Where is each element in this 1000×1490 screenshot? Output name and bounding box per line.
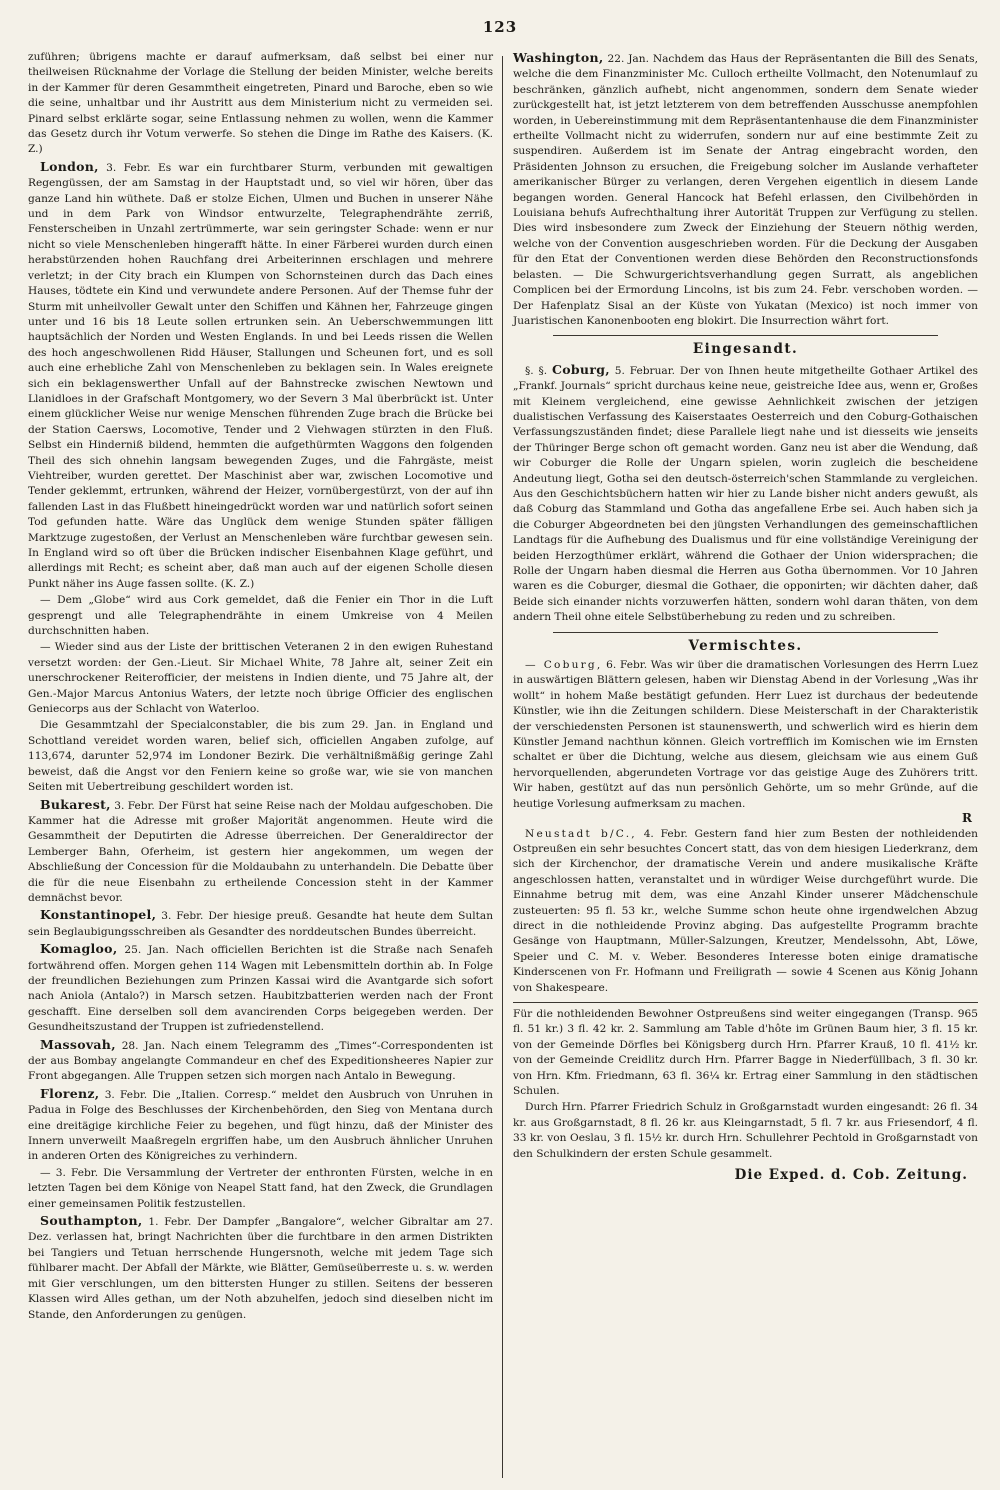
article-bukarest (28, 797, 493, 907)
article-washington (513, 50, 978, 329)
dateline-komagloo: Komagloo, (40, 941, 118, 957)
dateline-coburg-2: — Coburg, (524, 659, 603, 672)
article-southampton (28, 1213, 493, 1323)
page-number: 123 (482, 18, 518, 36)
article-neustadt-text: 4. Febr. Gestern fand hier zum Besten der nothleidenden Ostpreußen ein sehr besuchtes Concert statt, das von dem hiesigen Liederkranz, dem sich der Kirchenchor, der dramatische Verein und andere musikalische Kräfte angeschlossen hatten, veranstaltet und in würdiger Weise durchgeführt wurde. Die Einnahme betrug mit dem, was eine Anzahl Kinder unserer Mädchenschule zusteuerten: 95 fl. 53 kr., welche Summe schon heute ohne irgendwelchen Abzug direct in die nothleidende Provinz abging. Das aufgestellte Programm brachte Gesänge von Hauptmann, Müller-Salzungen, Kreutzer, Mendelssohn, Abt, Löwe, Speier und C. M. v. Weber. Besonderes Interesse boten einige dramatische Kinderscenen von Fr. Hofmann und Freiligrath — sowie 4 Scenen aus König Johann von Shakespeare. (512, 827, 978, 994)
dateline-coburg: Coburg, (552, 361, 610, 377)
heading-eingesandt: Eingesandt. (692, 341, 799, 358)
article-coburg-vorlesungen (513, 658, 978, 812)
expedition-signature: Die Exped. d. Cob. Zeitung. (734, 1167, 968, 1184)
article-massovah-text: 28. Jan. Nach einem Telegramm des „Times“-Correspondenten ist der aus Bombay angelangte Commandeur en chef des Expeditionsheeres Napier zur Front abgegangen. Alle Truppen setzen sich morgen nach Antalo in Bewegung. (28, 1039, 494, 1083)
dateline-washington: Washington, (512, 50, 604, 65)
article-vorlesungen-text: 6. Febr. Was wir über die dramatischen Vorlesungen des Herrn Luez in auswärtigen Blättern gelesen, haben wir Dienstag Abend in der Vorlesung „Was ihr wollt“ in hohem Maße bestätigt gefunden. Herr Luez ist durchaus der bedeutende Künstler, wie ihn die Zeitungen schildern. Diese Meisterschaft in der Charakteristik der verschiedensten Personen ist staunenswerth, und schwerlich wird es hierin dem Künstler Jemand nachthun können. Gleich vortrefflich im Komischen wie im Ernsten schaltet er über die Dichtung, welche aus diesem, gleichsam wie aus einem Guß hervorquellenden, abgerundeten Vortrage vor das geistige Auge des Zuhörers tritt. Wir haben, gestützt auf das nun persönlich Gehörte, um so mehr Gründe, auf die heutige Vorlesung aufmerksam zu machen. (512, 659, 978, 810)
columns (28, 50, 978, 1478)
dateline-konstantinopel: Konstantinopel, (40, 907, 157, 923)
article-massovah (28, 1037, 493, 1085)
dateline-london: London, (40, 158, 99, 174)
article-coburg-eingesandt (513, 362, 978, 626)
article-paris-continuation: zuführen; übrigens machte er darauf aufmerksam, daß selbst bei einer nur theilweisen Rücknahme der Vorlage die Stellung der beiden Minister, welche bereits in der Kammer für deren Gesammtheit eingetreten, Pinard und Baroche, eben so wie die seine, unhaltbar und ihr Austritt aus dem Ministerium nicht zu vermeiden sei. Pinard selbst erklärte sogar, seine Entlassung nehmen zu wollen, wenn die Kammer das Gesetz durch ihr Votum verwerfe. So stehen die Dinge im Rathe des Kaisers. (K. Z.) (28, 51, 494, 156)
article-globe: — Dem „Globe“ wird aus Cork gemeldet, daß die Fenier ein Thor in die Luft gesprengt und alle Telegraphendrähte in einem Umkreise von 4 Meilen durchschnitten haben. (28, 594, 494, 638)
dateline-florenz: Florenz, (40, 1085, 100, 1101)
section-rule (553, 335, 938, 336)
section-rule-2 (553, 632, 938, 633)
right-column (503, 50, 978, 1478)
article-london-text: 3. Febr. Es war ein furchtbarer Sturm, verbunden mit gewaltigen Regengüssen, der am Samstag in der Hauptstadt und, so viel wir hören, über das ganze Land hin wüthete. Daß er stolze Eichen, Ulmen und Buchen in unserer Nähe und in dem Park von Windsor entwurzelte, Telegraphendrähte zerriß, Fensterscheiben in Unzahl zertrümmerte, war sein geringster Schade: wenn er nur nicht so viele Menschenleben hingerafft hätte. In einer Färberei wurden durch einen herabstürzenden hohen Rauchfang drei Arbeiterinnen erschlagen und mehrere verletzt; in der City brach ein Klumpen von Schornsteinen durch das Dach eines Hauses, tödtete ein Kind und verwundete andere Personen. Auf der Themse fuhr der Sturm mit unheilvoller Gewalt unter den Schiffen und Kähnen her, Fahrzeuge gingen unter und 16 bis 18 Leute sollen ertrunken sein. An Ueberschwemmungen litt hauptsächlich der Norden und Westen Englands. In und bei Leeds rissen die Wellen des hoch angeschwollenen Ridd Häuser, Stallungen und Scheunen fort, und es soll auch eine erhebliche Zahl von Menschenleben zu beklagen sein. In Wales ereignete sich ein beklagenswerther Unfall auf der Bahnstrecke zwischen Newtown und Llanidloes in der Grafschaft Montgomery, wo der Severn 3 Mal überbrückt ist. Unter einem glücklicher Weise nur wenige Menschen führenden Zuge brach die Brücke bei der Station Caersws, Locomotive, Tender und 2 Viehwagen stürzten in den Fluß. Selbst ein Hinderniß bildend, hemmten die aufgethürmten Waggons den folgenden Theil des sich ohnehin langsam bewegenden Zuges, und die Fahrgäste, meist Viehtreiber, wurden gerettet. Der Maschinist aber war, zwischen Locomotive und Tender geklemmt, ertrunken, während der Heizer, vornübergestürzt, von der auf ihn fallenden Last in das Flußbett hineingedrückt worden war und natürlich sofort seinen Tod gefunden hatte. Wäre das Unglück dem wenige Stunden später fälligen Marktzuge zugestoßen, der Verlust an Menschenleben wäre furchtbar gewesen sein. In England wird so oft über die Brücken indischer Eisenbahnen Klage geführt, und allerdings mit Recht; es scheint aber, daß man auch auf der eigenen Scholle diesen Punkt näher ins Auge fassen sollte. (K. Z.) (28, 161, 494, 590)
article-southampton-text: 1. Febr. Der Dampfer „Bangalore“, welcher Gibraltar am 27. Dez. verlassen hat, bringt Nachrichten über die furchtbare in den armen Distrikten bei Tangiers und Tetuan herrschende Hungersnoth, welche mit jedem Tage sich fühlbarer macht. Der Abfall der Märkte, wie Blätter, Gemüseüberreste u. s. w. werden mit Gier verschlungen, um den bittersten Hunger zu stillen. Seitens der besseren Klassen wird Alles gethan, um der Noth abzuhelfen, jedoch sind dieselben nicht im Stande, den Anforderungen zu genügen. (28, 1216, 494, 1321)
article-washington-text: 22. Jan. Nachdem das Haus der Repräsentanten die Bill des Senats, welche die dem Finanzminister Mc. Culloch ertheilte Vollmacht, den Notenumlauf zu beschränken, gänzlich aufhebt, nicht angenommen, sondern dem Senate wieder zurückgestellt hat, ist jetzt letzterem von dem betreffenden Ausschusse anempfohlen worden, in Uebereinstimmung mit dem Repräsentantenhause die dem Finanzminister ertheilte Vollmacht nicht zu widerrufen, sondern nur auf eine bestimmte Zeit zu suspendiren. Außerdem ist im Senate der Antrag eingebracht worden, den Präsidenten Johnson zu ersuchen, die Freigebung solcher im Auslande verhafteter amerikanischer Bürger zu verlangen, deren Vergehen eigentlich in diesem Lande begangen worden. General Hancock hat Befehl erlassen, den Civilbehörden in Louisiana behufs Aufrechthaltung ihrer Autorität Truppen zur Verfügung zu stellen. Dies wird insbesondere zum Zweck der Einziehung der Steuern nöthig werden, welche von der Convention ausgeschrieben worden. Für die Deckung der Ausgaben für den Etat der Conventionen werden diese Behörden den Reconstructionsfonds belasten. — Die Schwurgerichtsverhandlung gegen Surratt, als angeblichen Complicen bei der Ermordung Lincolns, ist bis zum 24. Febr. verschoben worden. — Der Hafenplatz Sisal an der Küste von Yukatan (Mexico) ist noch immer von Juaristischen Kanonenbooten eng blokirt. Die Insurrection währt fort. (512, 53, 978, 327)
article-bukarest-text: 3. Febr. Der Fürst hat seine Reise nach der Moldau aufgeschoben. Die Kammer hat die Adresse mit großer Majorität angenommen. Heute wird die Gesammtheit der Deputirten die Adresse überreichen. Der Generaldirector der Lemberger Bahn, Oferheim, ist gestern hier angekommen, um wegen der Abschließung der Concession für die Moldaubahn zu unterhandeln. Die Debatte über die für die neue Eisenbahn zu ertheilende Concession steht in der Kammer demnächst bevor. (28, 799, 494, 904)
section-rule-3 (513, 1002, 978, 1003)
article-florenz-text: 3. Febr. Die „Italien. Corresp.“ meldet den Ausbruch von Unruhen in Padua in Folge des Beschlusses der Kirchenbehörden, den Sieg von Mentana durch eine dreitägige kirchliche Feier zu begehen, und fügt hinzu, daß der Minister des Innern unverweilt Maaßregeln ergriffen habe, um den Ausbruch ähnlicher Unruhen in anderen Orten des Königreiches zu verhindern. (28, 1088, 494, 1163)
article-constables: Die Gesammtzahl der Specialconstabler, die bis zum 29. Jan. in England und Schottland vereidet worden waren, belief sich, officiellen Angaben zufolge, auf 113,674, darunter 52,974 im Londoner Bezirk. Die verhältnißmäßig geringe Zahl beweist, daß die Angst vor den Feniern keine so große war, wie sie von manchen Seiten mit Uebertreibung geschildert worden ist. (28, 719, 494, 794)
article-neustadt (513, 827, 978, 996)
left-column (28, 50, 502, 1478)
coburg-prefix: §. §. (524, 364, 548, 377)
dateline-massovah: Massovah, (40, 1036, 116, 1052)
article-florenz (28, 1086, 493, 1165)
article-konstantinopel (28, 907, 493, 940)
article-komagloo (28, 941, 493, 1035)
dateline-neustadt: Neustadt b/C., (524, 827, 637, 840)
heading-vermischtes: Vermischtes. (688, 637, 803, 654)
article-signature-r: R (962, 811, 972, 826)
donations-schulz: Durch Hrn. Pfarrer Friedrich Schulz in Großgarnstadt wurden eingesandt: 26 fl. 34 kr. aus Großgarnstadt, 8 fl. 26 kr. aus Kleingarnstadt, 5 fl. 7 kr. aus Friesendorf, 4 fl. 33 kr. von Oeslau, 3 fl. 15½ kr. durch Hrn. Schullehrer Pechtold in Großgarnstadt von den Schulkindern der ersten Schule gesammelt. (512, 1101, 978, 1160)
article-coburg-text: 5. Februar. Der von Ihnen heute mitgetheilte Gothaer Artikel des „Frankf. Journals“ spricht durchaus keine neue, geistreiche Idee aus, wenn er, Großes mit Kleinem vergleichend, eine gewisse Aehnlichkeit zwischen der jetzigen dualistischen Verfassung des Kaiserstaates Oesterreich und den Coburg-Gothaischen Verfassungszuständen findet; diese Parallele liegt nahe und ist diesseits wie jenseits der Thüringer Berge schon oft gemacht worden. Ganz neu ist aber die Wendung, daß wir Coburger die Rolle der Ungarn spielen, worin zugleich die bescheidene Andeutung liegt, Gotha sei den deutsch-österreich'schen Stammlande zu vergleichen. Aus den Geschichtsbüchern hatten wir hier zu Lande bisher nicht anders gewußt, als daß Coburg das Stammland und Gotha das angefallene Erbe sei. Auch haben sich ja die Coburger Abgeordneten bei den jüngsten Verhandlungen des gemeinschaftlichen Landtags für die Aufhebung des Dualismus und für eine vollständige Vereinigung der beiden Herzogthümer erklärt, während die Gothaer der Union widersprachen; die Rolle der Ungarn haben diesmal die Herren aus Gotha übernommen. Vor 10 Jahren waren es die Coburger, diesmal die Gothaer, die opponirten; wir dächten daher, daß Beide sich einander nichts vorzuwerfen hätten, sondern wohl daran thäten, von dem andern Theil ohne eitele Selbstüberhebung zu reden und zu schreiben. (512, 364, 978, 624)
dateline-southampton: Southampton, (40, 1213, 143, 1229)
article-veterans: — Wieder sind aus der Liste der brittischen Veteranen 2 in den ewigen Ruhestand versetzt worden: der Gen.-Lieut. Sir Michael White, 78 Jahre alt, seiner Zeit ein unerschrockener Reiterofficier, der meistens in Indien diente, und 75 Jahre alt, der Gen.-Major Marcus Antonius Waters, der letzte noch übrige Officier des englischen Geniecorps aus der Schlacht von Waterloo. (28, 641, 494, 716)
article-konstantinopel-text: 3. Febr. Der hiesige preuß. Gesandte hat heute dem Sultan sein Beglaubigungsschreiben als Gesandter des norddeutschen Bundes überreicht. (28, 910, 494, 938)
dateline-bukarest: Bukarest, (40, 796, 111, 812)
article-london (28, 159, 493, 592)
article-komagloo-text: 25. Jan. Nach officiellen Berichten ist die Straße nach Senafeh fortwährend offen. Morgen gehen 114 Wagen mit Lebensmitteln dorthin ab. In Folge der freundlichen Beziehungen zum Prinzen Kassai wird die Avantgarde sich sofort nach Aniola (Antalo?) in Marsch setzen. Haubitzbatterien werden nach der Front geschafft. Eine derselben soll dem avancirenden Corps beigegeben werden. Der Gesundheitszustand der Truppen ist zufriedenstellend. (28, 944, 494, 1034)
article-florenz-2: — 3. Febr. Die Versammlung der Vertreter der enthronten Fürsten, welche in en letzten Tagen bei dem Könige von Neapel Statt fand, hat den Zweck, die Grundlagen einer gemeinsamen Politik festzustellen. (28, 1166, 494, 1210)
donations-ostpreussen: Für die nothleidenden Bewohner Ostpreußens sind weiter eingegangen (Transp. 965 fl. 51 kr.) 3 fl. 42 kr. 2. Sammlung am Table d'hôte im Grünen Baum hier, 3 fl. 15 kr. von der Gemeinde Dörfles bei Königsberg durch Hrn. Pfarrer Krauß, 10 fl. 41½ kr. von der Gemeinde Creidlitz durch Hrn. Pfarrer Bagge in Niederfüllbach, 3 fl. 30 kr. von Hrn. Kfm. Friedmann, 63 fl. 36¼ kr. Ertrag einer Sammlung in den städtischen Schulen. (512, 1007, 978, 1097)
